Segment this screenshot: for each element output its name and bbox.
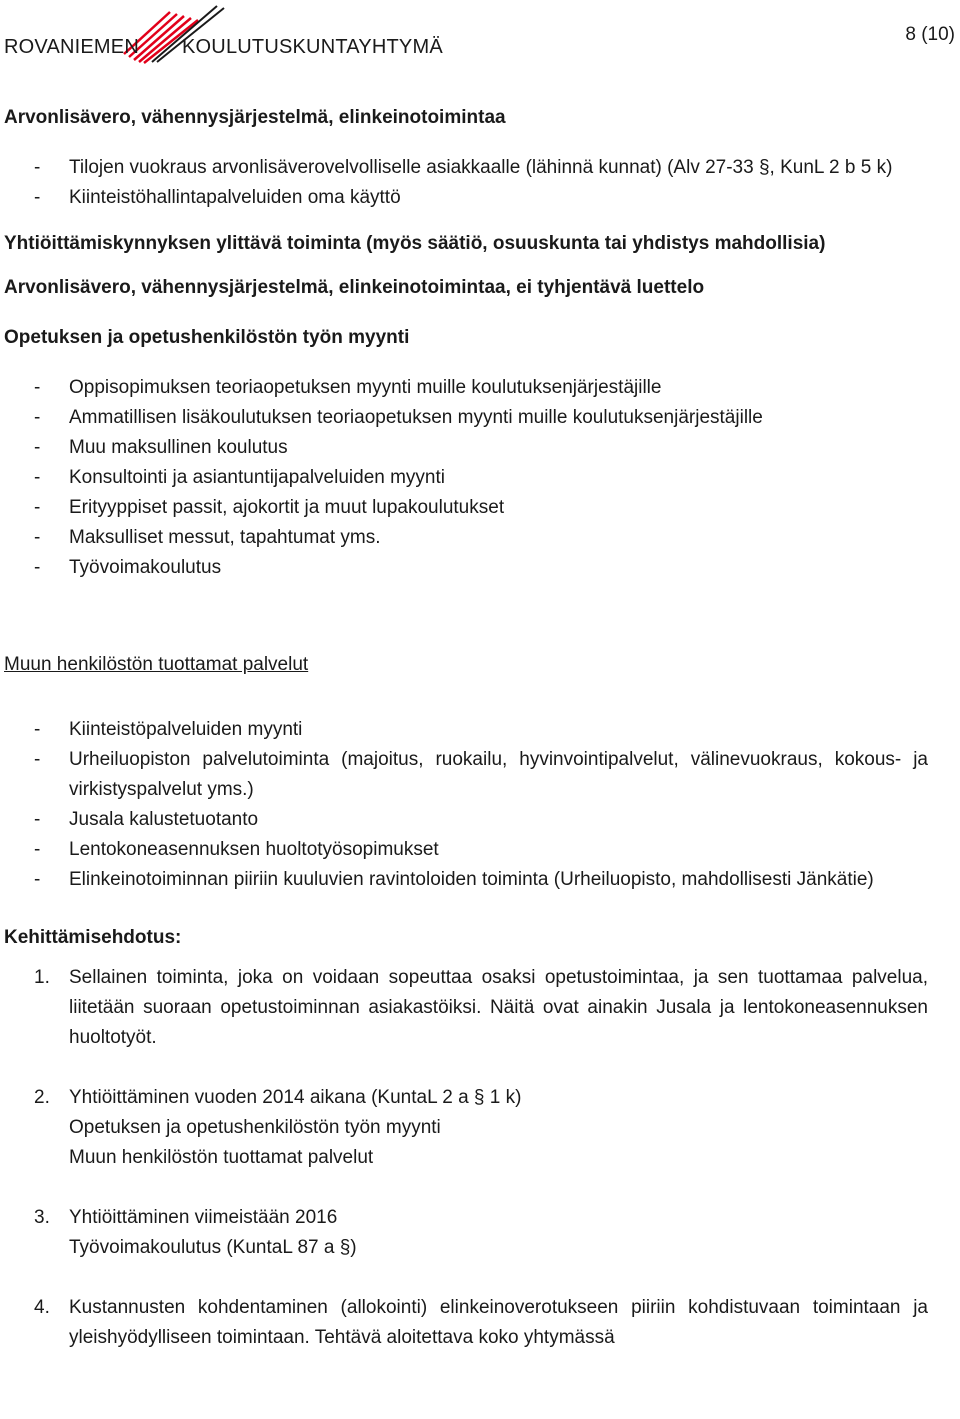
list-item: - Maksulliset messut, tapahtumat yms. [34,527,381,548]
section-title: Muun henkilöstön tuottamat palvelut [4,654,309,675]
bullet-list [4,153,928,213]
section-title: Opetuksen ja opetushenkilöstön työn myynti [4,327,410,348]
list-item: - Muu maksullinen koulutus [34,437,288,458]
list-item: - Oppisopimuksen teoriaopetuksen myynti muille koulutuksenjärjestäjille [34,377,662,398]
list-item: 4. Kustannusten kohdentaminen (allokointi) elinkeinoverotukseen piiriin kohdistuvaan toimintaan ja yleishyödylliseen toimintaan. Tehtävä aloitettava koko yhtymässä [34,1297,928,1348]
list-item: - Lentokoneasennuksen huoltotyösopimukset [34,839,439,860]
logo [2,2,443,66]
section-title: Arvonlisävero, vähennysjärjestelmä, elinkeinotoimintaa [4,107,506,128]
logo-text-right: KOULUTUSKUNTAYHTYMÄ [182,36,443,58]
list-item: - Erityyppiset passit, ajokortit ja muut lupakoulutukset [34,497,505,518]
bullet-list [4,373,928,583]
list-item: - Kiinteistöhallintapalveluiden oma käyttö [34,187,401,208]
page-number: 8 (10) [905,24,955,45]
list-item: - Tilojen vuokraus arvonlisäverovelvolliselle asiakkaalle (lähinnä kunnat) (Alv 27-33 §, KunL 2 b 5 k) [34,157,893,178]
numbered-list [4,963,928,1353]
section-title: Arvonlisävero, vähennysjärjestelmä, elinkeinotoimintaa, ei tyhjentävä luettelo [4,277,705,298]
list-item: 3. Yhtiöittäminen viimeistään 2016 Työvoimakoulutus (KuntaL 87 a §) [34,1207,357,1258]
list-item: 1. Sellainen toiminta, joka on voidaan sopeuttaa osaksi opetustoimintaa, ja sen tuottamaa palvelua, liitetään suoraan opetustoiminnan asiakastöiksi. Näitä ovat ainakin Jusala ja lentokoneasennuksen huoltotyöt. [34,967,928,1048]
list-item: - Elinkeinotoiminnan piiriin kuuluvien ravintoloiden toiminta (Urheiluopisto, mahdollisesti Jänkätie) [34,869,874,890]
list-item: - Konsultointi ja asiantuntijapalveluiden myynti [34,467,446,488]
document-body [4,103,928,1353]
list-item: - Ammatillisen lisäkoulutuksen teoriaopetuksen myynti muille koulutuksenjärjestäjille [34,407,763,428]
list-item: - Kiinteistöpalveluiden myynti [34,719,303,740]
list-item: - Jusala kalustetuotanto [34,809,259,830]
bullet-list [4,715,928,895]
logo-text-left: ROVANIEMEN [4,36,139,58]
list-item: 2. Yhtiöittäminen vuoden 2014 aikana (KuntaL 2 a § 1 k) Opetuksen ja opetushenkilöstön työn myynti Muun henkilöstön tuottamat palvelut [34,1087,522,1168]
section-title: Yhtiöittämiskynnyksen ylittävä toiminta (myös säätiö, osuuskunta tai yhdistys mahdollisia) [4,233,826,254]
section-title: Kehittämisehdotus: [4,927,182,948]
list-item: - Työvoimakoulutus [34,557,222,578]
list-item: - Urheiluopiston palvelutoiminta (majoitus, ruokailu, hyvinvointipalvelut, välinevuokraus, kokous- ja virkistyspalvelut yms.) [34,749,928,800]
